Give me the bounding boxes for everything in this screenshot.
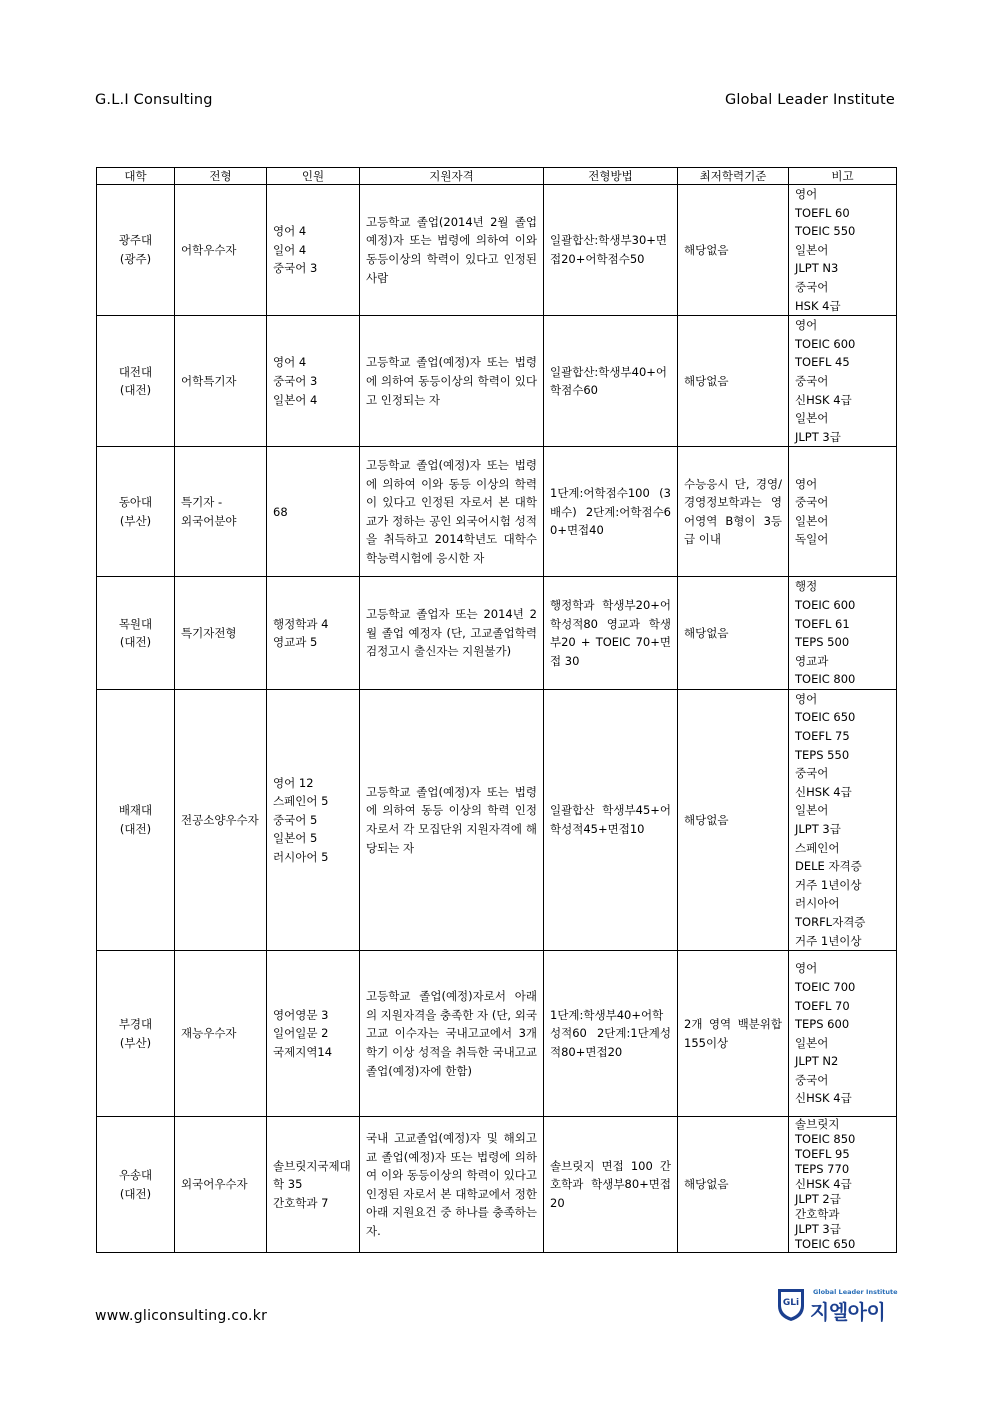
university-cell: 배재대 (대전) <box>97 689 175 950</box>
method-cell: 1단계:어학점수100 (3배수) 2단계:어학점수60+면접40 <box>544 447 678 577</box>
university-cell: 대전대 (대전) <box>97 316 175 447</box>
notes-cell: 영어 TOEIC 650 TOEFL 75 TEPS 550 중국어 신HSK 4급 일본어 JLPT 3급 스페인어 DELE 자격증 거주 1년이상 러시아어 TORFL자격증 거주 1년이상 <box>789 689 897 950</box>
admission-cell: 특기자전형 <box>175 577 267 690</box>
table-row <box>97 447 897 577</box>
quota-cell: 영어 4 일어 4 중국어 3 <box>267 185 360 316</box>
table-row <box>97 1117 897 1253</box>
minimum-cell: 해당없음 <box>678 1117 789 1253</box>
admissions-table <box>96 167 897 1253</box>
method-cell: 행정학과 학생부20+어학성적80 영교과 학생부20 + TOEIC 70+면접 30 <box>544 577 678 690</box>
admission-cell: 어학우수자 <box>175 185 267 316</box>
admission-cell: 특기자 - 외국어분야 <box>175 447 267 577</box>
column-header: 전형방법 <box>544 168 678 185</box>
method-cell: 일괄합산:학생부30+면접20+어학점수50 <box>544 185 678 316</box>
notes-cell: 영어 중국어 일본어 독일어 <box>789 447 897 577</box>
university-cell: 광주대 (광주) <box>97 185 175 316</box>
qualification-cell: 고등학교 졸업(예정)자 또는 법령에 의하여 동등 이상의 학력 인정자로서 각 모집단위 지원자격에 해당되는 자 <box>360 689 544 950</box>
qualification-cell: 고등학교 졸업(2014년 2월 졸업예정)자 또는 법령에 의하여 이와 동등이상의 학력이 있다고 인정된 사람 <box>360 185 544 316</box>
method-cell: 일괄합산 학생부45+어학성적45+면접10 <box>544 689 678 950</box>
quota-cell: 영어 4 중국어 3 일본어 4 <box>267 316 360 447</box>
column-header: 비고 <box>789 168 897 185</box>
notes-cell: 솔브릿지 TOEIC 850 TOEFL 95 TEPS 770 신HSK 4급 JLPT 2급 간호학과 JLPT 3급 TOEIC 650 <box>789 1117 897 1253</box>
table-row <box>97 316 897 447</box>
minimum-cell: 해당없음 <box>678 185 789 316</box>
admission-cell: 외국어우수자 <box>175 1117 267 1253</box>
quota-cell: 영어영문 3 일어일문 2 국제지역14 <box>267 951 360 1117</box>
header-left: G.L.I Consulting <box>95 92 213 108</box>
shield-text: GLi <box>782 1298 800 1308</box>
table-header-row <box>97 168 897 185</box>
qualification-cell: 고등학교 졸업자 또는 2014년 2월 졸업 예정자 (단, 고교졸업학력 검정고시 출신자는 지원불가) <box>360 577 544 690</box>
notes-cell: 영어 TOEIC 600 TOEFL 45 중국어 신HSK 4급 일본어 JLPT 3급 <box>789 316 897 447</box>
table-row <box>97 951 897 1117</box>
header-right: Global Leader Institute <box>724 92 895 108</box>
university-cell: 부경대 (부산) <box>97 951 175 1117</box>
quota-cell: 행정학과 4 영교과 5 <box>267 577 360 690</box>
website-link[interactable]: www.gliconsulting.co.kr <box>95 1308 268 1324</box>
notes-cell: 행정 TOEIC 600 TOEFL 61 TEPS 500 영교과 TOEIC 800 <box>789 577 897 690</box>
minimum-cell: 수능응시 단, 경영/경영정보학과는 영어영역 B형이 3등급 이내 <box>678 447 789 577</box>
minimum-cell: 해당없음 <box>678 316 789 447</box>
notes-cell: 영어 TOEIC 700 TOEFL 70 TEPS 600 일본어 JLPT N2 중국어 신HSK 4급 <box>789 951 897 1117</box>
quota-cell: 68 <box>267 447 360 577</box>
shield-icon <box>776 1286 806 1322</box>
quota-cell: 솔브릿지국제대학 35 간호학과 7 <box>267 1117 360 1253</box>
university-cell: 우송대 (대전) <box>97 1117 175 1253</box>
minimum-cell: 해당없음 <box>678 577 789 690</box>
column-header: 지원자격 <box>360 168 544 185</box>
qualification-cell: 고등학교 졸업(예정)자로서 아래의 지원자격을 충족한 자 (단, 외국고교 이수자는 국내고교에서 3개 학기 이상 성적을 취득한 국내고교 졸업(예정)자에 한함) <box>360 951 544 1117</box>
table-row <box>97 185 897 316</box>
qualification-cell: 국내 고교졸업(예정)자 및 해외고교 졸업(예정)자 또는 법령에 의하여 이와 동등이상의 학력이 있다고 인정된 자로서 본 대학교에서 정한 아래 지원요건 중 하나를 충족하는 자. <box>360 1117 544 1253</box>
admission-cell: 재능우수자 <box>175 951 267 1117</box>
admission-cell: 어학특기자 <box>175 316 267 447</box>
admission-cell: 전공소양우수자 <box>175 689 267 950</box>
minimum-cell: 2개 영역 백분위합 155이상 <box>678 951 789 1117</box>
qualification-cell: 고등학교 졸업(예정)자 또는 법령에 의하여 동등이상의 학력이 있다고 인정되는 자 <box>360 316 544 447</box>
column-header: 최저학력기준 <box>678 168 789 185</box>
university-cell: 목원대 (대전) <box>97 577 175 690</box>
logo-wordmark: 지엘아이 <box>810 1300 886 1324</box>
logo-tagline: Global Leader Institute <box>813 1288 898 1296</box>
university-cell: 동아대 (부산) <box>97 447 175 577</box>
minimum-cell: 해당없음 <box>678 689 789 950</box>
gli-logo <box>776 1286 898 1324</box>
table-row <box>97 689 897 950</box>
method-cell: 솔브릿지 면접 100 간호학과 학생부80+면접20 <box>544 1117 678 1253</box>
notes-cell: 영어 TOEFL 60 TOEIC 550 일본어 JLPT N3 중국어 HSK 4급 <box>789 185 897 316</box>
table-row <box>97 577 897 690</box>
qualification-cell: 고등학교 졸업(예정)자 또는 법령에 의하여 이와 동등 이상의 학력이 있다고 인정된 자로서 본 대학교가 정하는 공인 외국어시험 성적을 취득하고 2014학년도 대학수학능력시험에 응시한 자 <box>360 447 544 577</box>
column-header: 인원 <box>267 168 360 185</box>
method-cell: 1단계:학생부40+어학성적60 2단계:1단계성적80+면접20 <box>544 951 678 1117</box>
column-header: 전형 <box>175 168 267 185</box>
method-cell: 일괄합산:학생부40+어학점수60 <box>544 316 678 447</box>
column-header: 대학 <box>97 168 175 185</box>
quota-cell: 영어 12 스페인어 5 중국어 5 일본어 5 러시아어 5 <box>267 689 360 950</box>
